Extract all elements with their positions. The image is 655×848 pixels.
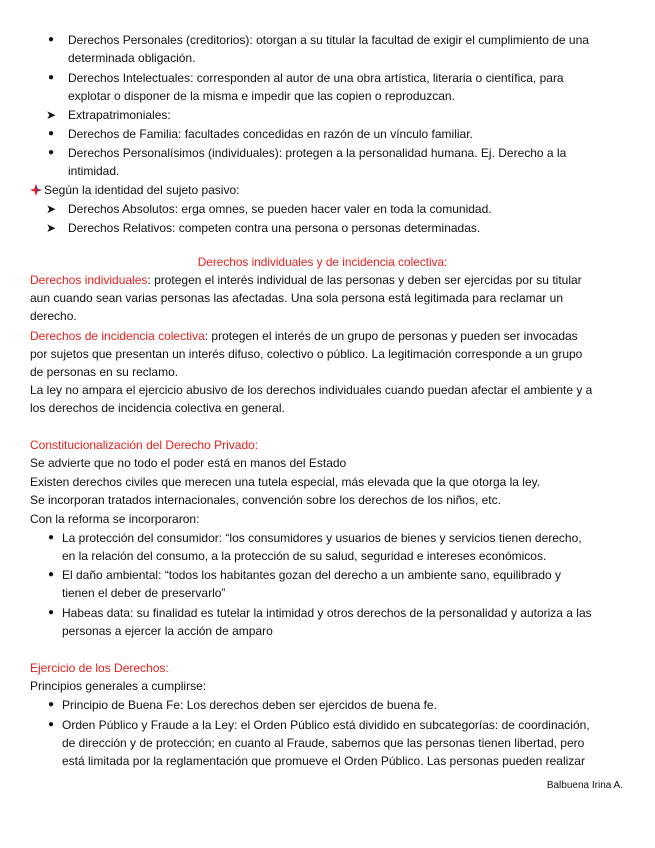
- paragraph-line: La ley no ampara el ejercicio abusivo de los derechos individuales cuando puedan afectar el ambiente y a: [30, 383, 593, 397]
- arrow-bullet-icon: ➤: [46, 108, 57, 122]
- list-item-cont: tienen el deber de preservarlo”: [62, 586, 226, 600]
- bullet-icon: ●: [48, 532, 55, 543]
- footer-author: Balbuena Irina A.: [546, 780, 623, 791]
- paragraph-line: aun cuando sean varias personas las afectadas. Una sola persona está legitimada para reclamar un: [30, 291, 563, 305]
- list-item: Orden Público y Fraude a la Ley: el Orden Público está dividido en subcategorías: de coordinación,: [62, 718, 590, 732]
- list-item-cont: personas a ejercer la acción de amparo: [62, 624, 273, 638]
- paragraph-line: derecho.: [30, 309, 77, 323]
- bullet-icon: ●: [48, 569, 55, 580]
- list-item: La protección del consumidor: “los consumidores y usuarios de bienes y servicios tienen derecho,: [62, 531, 582, 545]
- section-title: Derechos individuales y de incidencia colectiva:: [197, 255, 448, 269]
- paragraph-line: los derechos de incidencia colectiva en general.: [30, 401, 285, 415]
- term-label: Derechos individuales: [30, 273, 148, 287]
- bullet-icon: ●: [48, 607, 55, 618]
- list-item-cont: en la relación del consumo, a la protección de su salud, seguridad e intereses económicos.: [62, 549, 547, 563]
- paragraph-line: Se incorporan tratados internacionales, convención sobre los derechos de los niños, etc.: [30, 493, 501, 507]
- bullet-icon: ●: [48, 147, 55, 158]
- paragraph-line: Principios generales a cumplirse:: [30, 679, 207, 693]
- bullet-icon: ●: [48, 699, 55, 710]
- bullet-icon: ●: [48, 72, 55, 83]
- list-item: El daño ambiental: “todos los habitantes gozan del derecho a un ambiente sano, equilibrado y: [62, 568, 562, 582]
- section-heading: Constitucionalización del Derecho Privado:: [30, 438, 259, 452]
- list-item: Derechos Personalísimos (individuales): protegen a la personalidad humana. Ej. Derecho a la: [68, 146, 567, 160]
- paragraph-individuales: [30, 271, 582, 289]
- list-item: Habeas data: su finalidad es tutelar la intimidad y otros derechos de la personalidad y autoriza a las: [62, 606, 592, 620]
- list-item: Derechos Relativos: competen contra una persona o personas determinadas.: [68, 221, 481, 235]
- list-item-cont: intimidad.: [68, 164, 120, 178]
- bullet-icon: ●: [48, 34, 55, 45]
- list-item: Extrapatrimoniales:: [68, 108, 171, 122]
- list-item: Derechos Absolutos: erga omnes, se pueden hacer valer en toda la comunidad.: [68, 202, 492, 216]
- list-item: Derechos Intelectuales: corresponden al autor de una obra artística, literaria o científica, para: [68, 71, 564, 85]
- list-item-cont: está limitada por la reglamentación que promueve el Orden Público. Las personas pueden realizar: [62, 754, 585, 768]
- paragraph-line: Se advierte que no todo el poder está en manos del Estado: [30, 456, 347, 470]
- bullet-icon: ●: [48, 719, 55, 730]
- subheading: Según la identidad del sujeto pasivo:: [44, 183, 240, 197]
- term-label: Derechos de incidencia colectiva: [30, 329, 205, 343]
- paragraph-colectiva: [30, 327, 578, 345]
- paragraph-line: por sujetos que presentan un interés difuso, colectivo o público. La legitimación corresponde a un grupo: [30, 347, 583, 361]
- section-heading: Ejercicio de los Derechos:: [30, 661, 169, 675]
- arrow-bullet-icon: ➤: [46, 202, 57, 216]
- list-item: Derechos de Familia: facultades concedidas en razón de un vínculo familiar.: [68, 127, 473, 141]
- list-item-cont: explotar o disponer de la misma e impedir que las copien o reproduzcan.: [68, 89, 455, 103]
- list-item: Derechos Personales (creditorios): otorgan a su titular la facultad de exigir el cumplimiento de una: [68, 33, 589, 47]
- list-item: Principio de Buena Fe: Los derechos deben ser ejercidos de buena fe.: [62, 698, 437, 712]
- term-definition: : protegen el interés individual de las personas y deben ser ejercidas por su titular: [147, 273, 582, 287]
- term-definition: : protegen el interés de un grupo de personas y pueden ser invocadas: [204, 329, 578, 343]
- paragraph-line: de personas en su reclamo.: [30, 365, 179, 379]
- paragraph-line: Existen derechos civiles que merecen una tutela especial, más elevada que la que otorga la ley.: [30, 475, 541, 489]
- list-item-cont: de dirección y de protección; en cuanto al Fraude, sabemos que las personas tienen libertad, pero: [62, 736, 585, 750]
- four-point-star-icon: [30, 184, 42, 196]
- list-item-cont: determinada obligación.: [68, 51, 196, 65]
- arrow-bullet-icon: ➤: [46, 221, 57, 235]
- paragraph-line: Con la reforma se incorporaron:: [30, 512, 200, 526]
- bullet-icon: ●: [48, 128, 55, 139]
